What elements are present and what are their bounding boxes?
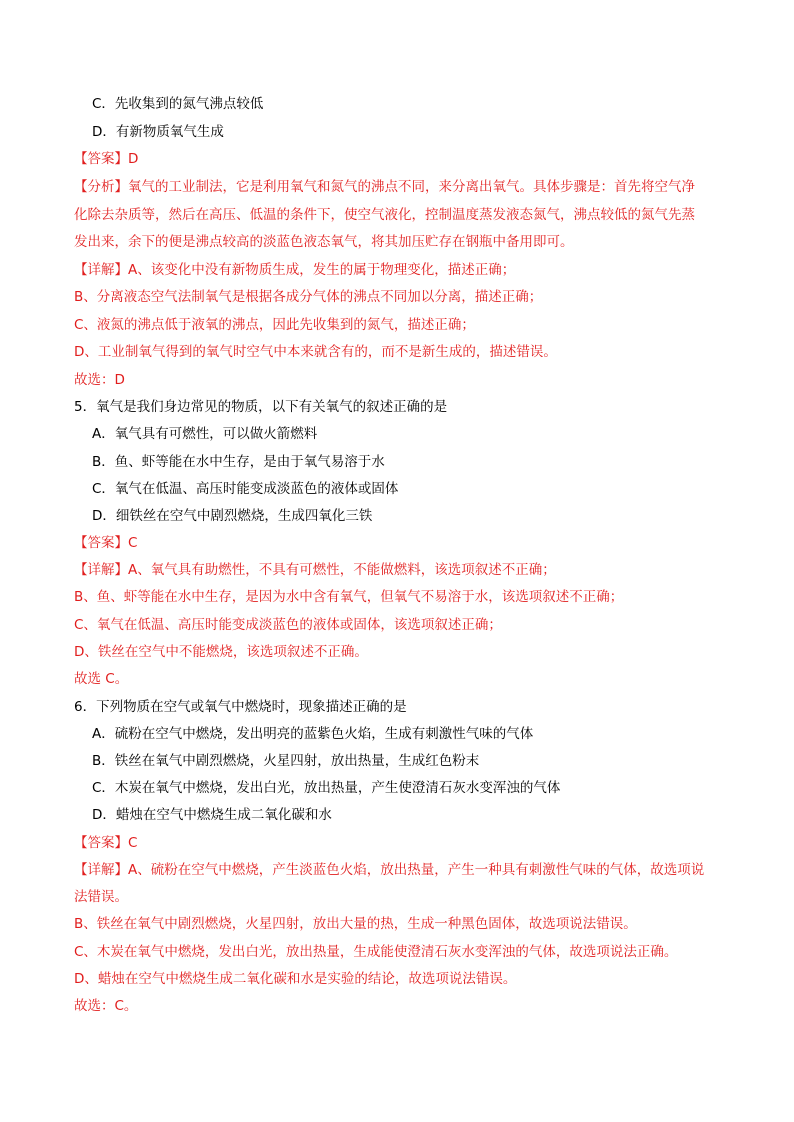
q4-detail-line: D、工业制氧气得到的氧气时空气中本来就含有的，而不是新生成的，描述错误。	[74, 344, 557, 360]
answer-value: C	[128, 835, 138, 851]
q4-option-d: D．有新物质氧气生成	[92, 124, 224, 140]
q5-detail-line: C、氧气在低温、高压时能变成淡蓝色的液体或固体，该选项叙述正确；	[74, 617, 502, 633]
q4-detail-line	[74, 260, 734, 280]
detail-label: 【详解】	[74, 862, 128, 878]
q5-option-a: A．氧气具有可燃性，可以做火箭燃料	[92, 426, 318, 442]
q6-stem: 6．下列物质在空气或氧气中燃烧时，现象描述正确的是	[74, 699, 407, 715]
q6-option-b: B．铁丝在氧气中剧烈燃烧，火星四射，放出热量，生成红色粉末	[92, 753, 480, 769]
q5-detail-line	[74, 560, 734, 580]
q4-answer	[74, 149, 734, 169]
q4-analysis-line	[74, 177, 734, 197]
q4-choose: 故选：D	[74, 372, 125, 388]
q5-option-c: C．氧气在低温、高压时能变成淡蓝色的液体或固体	[92, 481, 399, 497]
q6-detail-line: B、铁丝在氧气中剧烈燃烧，火星四射，放出大量的热，生成一种黑色固体，故选项说法错误。	[74, 916, 637, 932]
q6-option-a: A．硫粉在空气中燃烧，发出明亮的蓝紫色火焰，生成有刺激性气味的气体	[92, 726, 534, 742]
q6-option-d: D．蜡烛在空气中燃烧生成二氧化碳和水	[92, 807, 332, 823]
q5-answer	[74, 533, 734, 553]
q6-detail-line: C、木炭在氧气中燃烧，发出白光，放出热量，生成能使澄清石灰水变浑浊的气体，故选项说法正确。	[74, 944, 678, 960]
detail-text: A、硫粉在空气中燃烧，产生淡蓝色火焰，放出热量，产生一种具有刺激性气味的气体，故选项说	[128, 862, 705, 878]
q6-choose: 故选：C。	[74, 998, 138, 1014]
detail-label: 【详解】	[74, 262, 128, 278]
q5-detail-line: D、铁丝在空气中不能燃烧，该选项叙述不正确。	[74, 644, 368, 660]
answer-value: C	[128, 535, 138, 551]
detail-label: 【详解】	[74, 562, 128, 578]
q5-option-d: D．细铁丝在空气中剧烈燃烧，生成四氧化三铁	[92, 508, 373, 524]
q6-detail-line	[74, 860, 734, 880]
answer-label: 【答案】	[74, 151, 128, 167]
analysis-label: 【分析】	[74, 179, 128, 195]
q4-detail-line: C、液氮的沸点低于液氧的沸点，因此先收集到的氮气，描述正确；	[74, 317, 475, 333]
q4-detail-line: B、分离液态空气法制氧气是根据各成分气体的沸点不同加以分离，描述正确；	[74, 289, 543, 305]
q4-analysis-line: 化除去杂质等，然后在高压、低温的条件下，使空气液化，控制温度蒸发液态氮气，沸点较低的氮气先蒸	[74, 207, 695, 223]
q6-detail-line: 法错误。	[74, 889, 128, 905]
analysis-text: 氧气的工业制法，它是利用氧气和氮气的沸点不同，来分离出氧气。具体步骤是：首先将空气净	[128, 179, 695, 195]
q5-detail-line: B、鱼、虾等能在水中生存，是因为水中含有氧气，但氧气不易溶于水，该选项叙述不正确；	[74, 589, 624, 605]
answer-label: 【答案】	[74, 835, 128, 851]
detail-text: A、该变化中没有新物质生成，发生的属于物理变化，描述正确；	[128, 262, 516, 278]
detail-text: A、氧气具有助燃性，不具有可燃性，不能做燃料，该选项叙述不正确；	[128, 562, 556, 578]
q5-stem: 5．氧气是我们身边常见的物质，以下有关氧气的叙述正确的是	[74, 399, 448, 415]
q5-choose: 故选 C。	[74, 671, 129, 687]
answer-value: D	[128, 151, 139, 167]
q6-option-c: C．木炭在氧气中燃烧，发出白光，放出热量，产生使澄清石灰水变浑浊的气体	[92, 780, 561, 796]
q4-analysis-line: 发出来，余下的便是沸点较高的淡蓝色液态氧气，将其加压贮存在钢瓶中备用即可。	[74, 234, 574, 250]
q6-detail-line: D、蜡烛在空气中燃烧生成二氧化碳和水是实验的结论，故选项说法错误。	[74, 971, 517, 987]
q4-option-c: C．先收集到的氮气沸点较低	[92, 96, 264, 112]
answer-label: 【答案】	[74, 535, 128, 551]
q5-option-b: B．鱼、虾等能在水中生存，是由于氧气易溶于水	[92, 454, 385, 470]
q6-answer	[74, 833, 734, 853]
